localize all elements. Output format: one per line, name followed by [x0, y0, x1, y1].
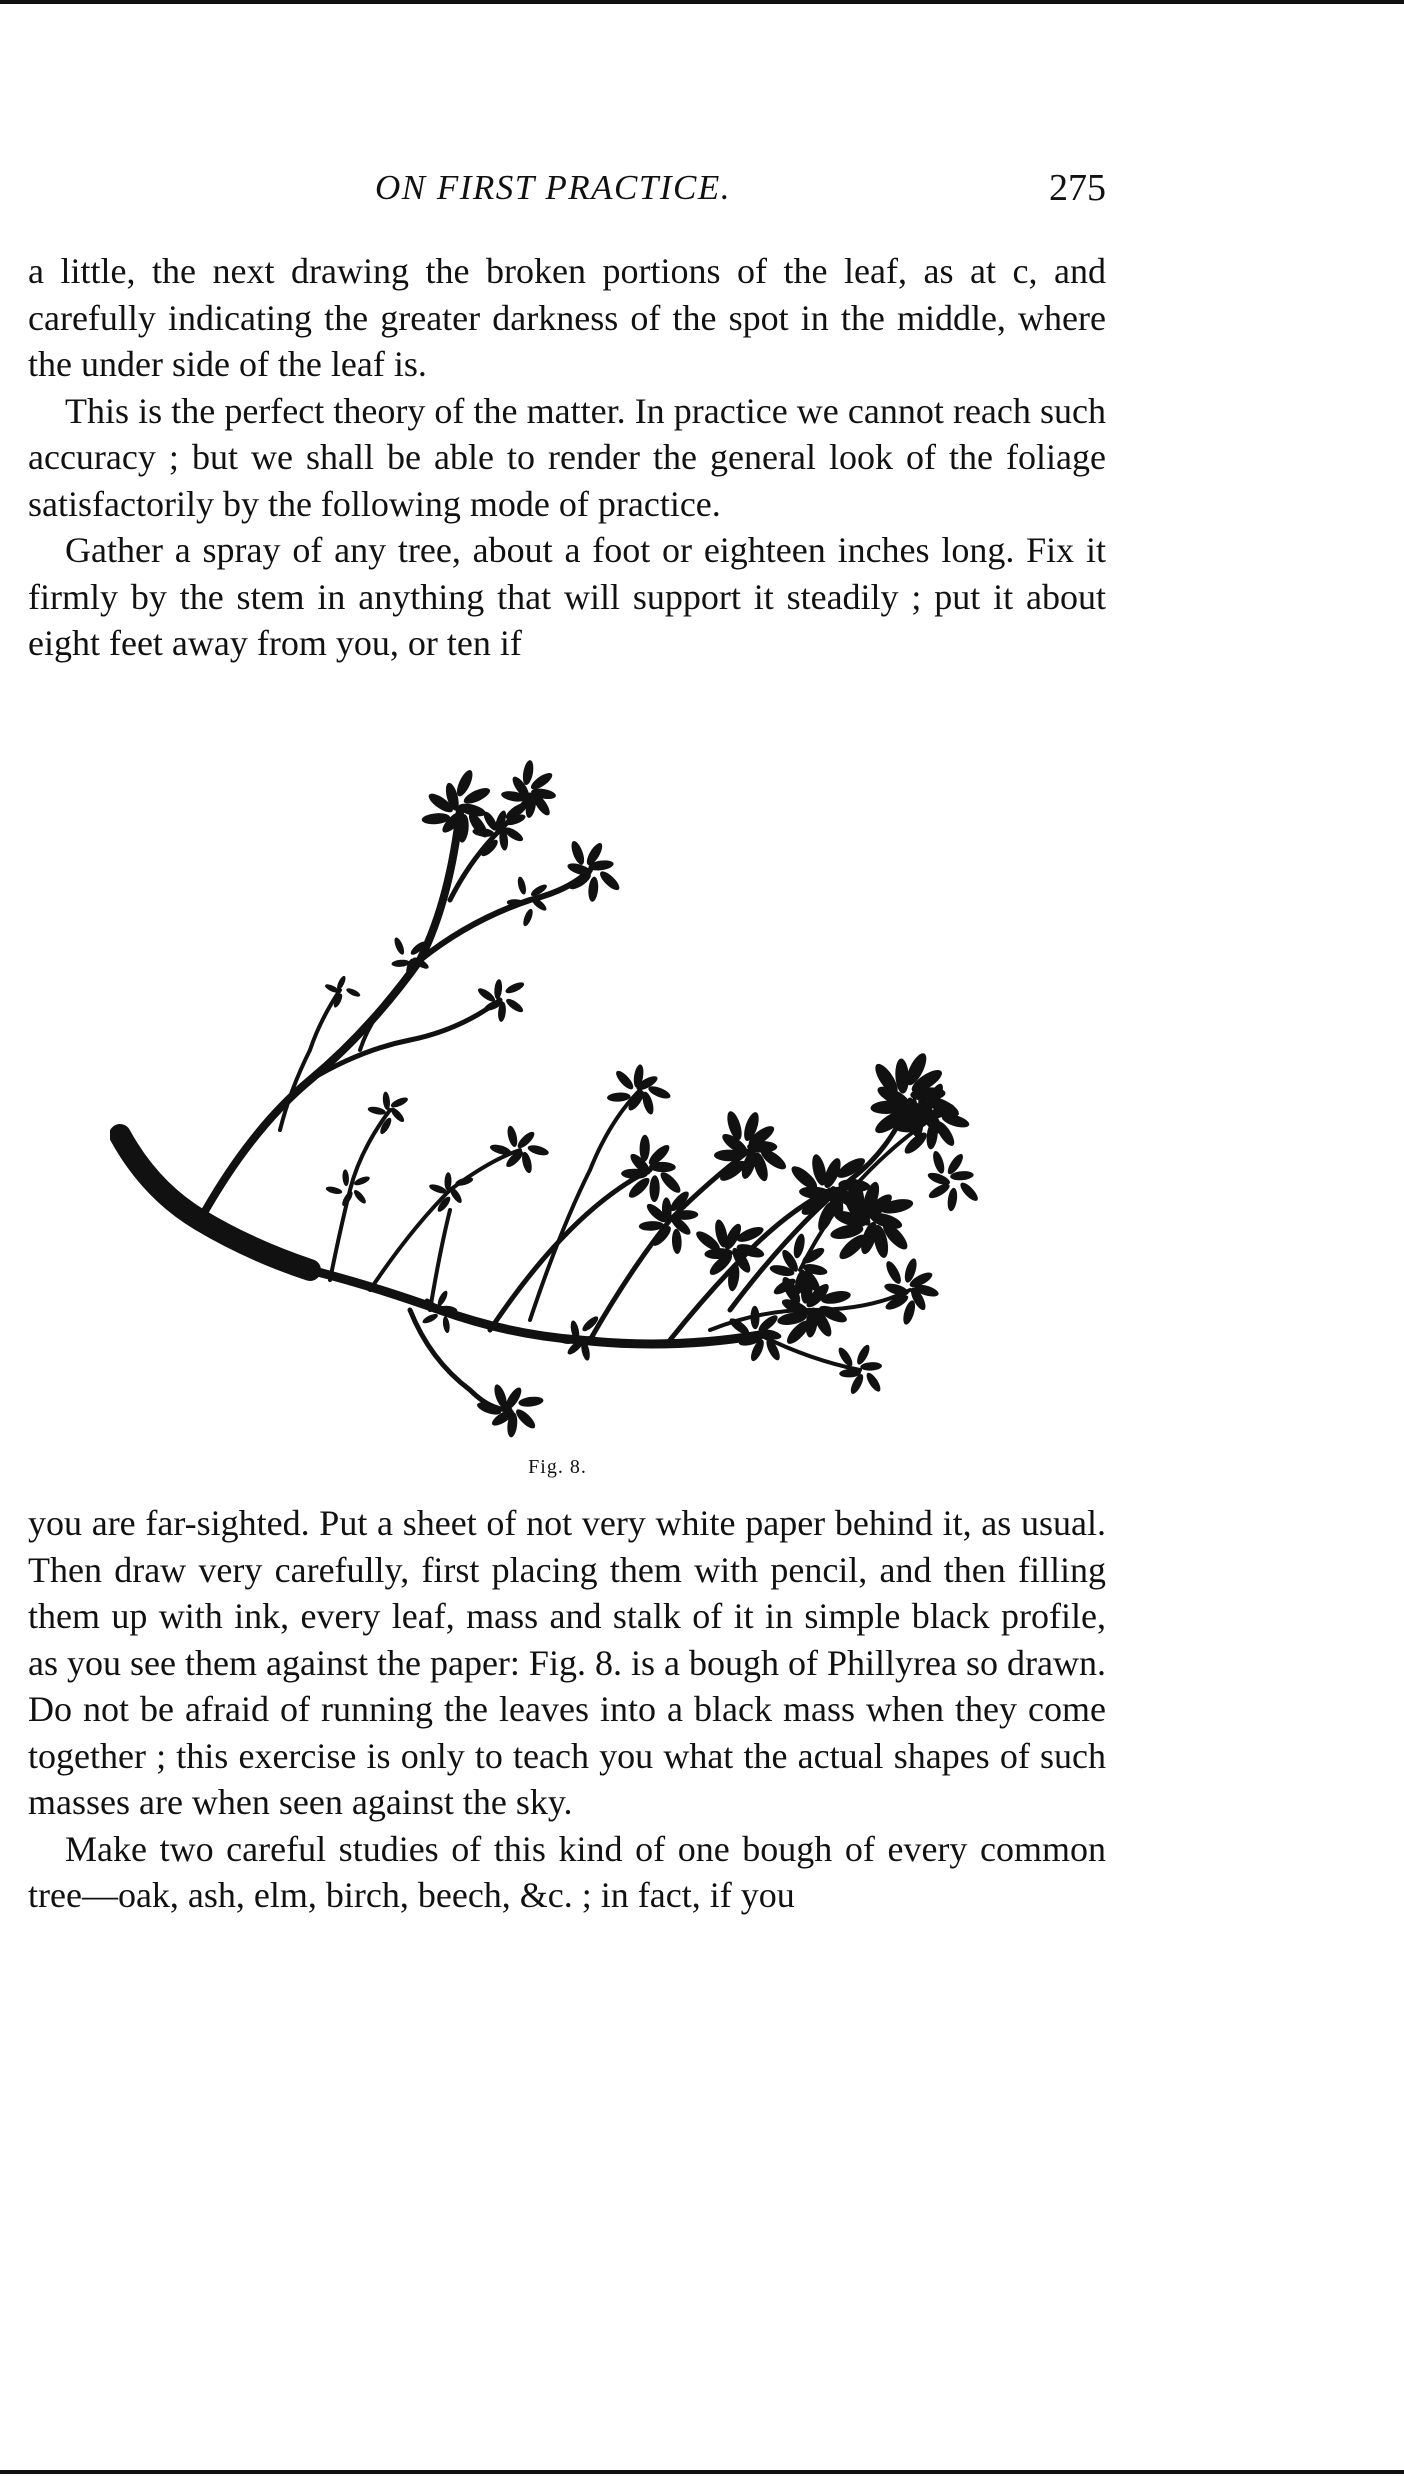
leaf-shape: [382, 1091, 391, 1110]
paragraph: you are far-sighted. Put a sheet of not very white paper behind it, as usual. Then draw very carefully, first placing them with pencil, and then filling them up with ink, every leaf, mass and stalk of it in simple black profile, as you see them against the paper: Fig. 8. is a bough of Phillyrea so drawn. Do not be afraid of running the leaves into a black mass when they come together ; this exercise is only to teach you what the actual shapes of such masses are when seen against the sky.: [28, 1503, 1106, 1822]
leaf-shape: [518, 1395, 544, 1407]
leaf-shape: [389, 1106, 407, 1124]
leaf-shape: [448, 1186, 464, 1205]
leaf-shape: [325, 1185, 343, 1195]
paragraph: Gather a spray of any tree, about a foot or eighteen inches long. Fix it firmly by the stem in anything that will support it steadily ; put it about eight feet away from you, or ten if: [28, 530, 1106, 663]
paragraph: This is the perfect theory of the matter. In practice we cannot reach such accuracy ; but we shall be able to render the general look of the foliage satisfactorily by the following mode of practice.: [28, 390, 1106, 524]
branch-stroke: [490, 1170, 650, 1330]
leaf-shape: [750, 1306, 759, 1330]
paragraph: Make two careful studies of this kind of one bough of every common tree—oak, ash, elm, birch, beech, &c. ; in fact, if you: [28, 1828, 1106, 1915]
leaf-shape: [421, 1312, 439, 1325]
leaf-shape: [727, 1262, 741, 1292]
leaf-shape: [506, 1125, 519, 1148]
leaf-shape: [569, 839, 587, 866]
leaf-shape: [352, 1188, 368, 1205]
leaf-shape: [883, 1259, 903, 1286]
branch-stroke: [120, 1135, 310, 1270]
leaf-shape: [613, 1068, 636, 1092]
leaf-shape: [342, 1169, 350, 1186]
leaf-shape: [607, 1092, 631, 1102]
leaf-shape: [521, 908, 534, 928]
leaf-shape: [367, 1105, 386, 1116]
leaf-shape: [931, 1150, 947, 1175]
top-rule: [0, 0, 1404, 4]
leaf-shape: [597, 869, 622, 893]
leaf-shape: [958, 1180, 981, 1203]
bottom-rule: [0, 2470, 1404, 2474]
phillyrea-bough-illustration: [110, 750, 1020, 1440]
page-number: 275: [1049, 167, 1106, 209]
leaf-shape: [504, 980, 526, 995]
body-text-after-figure: [28, 1500, 1106, 1919]
leaf-shape: [946, 1187, 958, 1212]
leaf-shape: [860, 1362, 882, 1372]
leaf-shape: [516, 876, 527, 896]
leaf-shape: [864, 1371, 883, 1394]
leaf-shape: [345, 987, 361, 999]
branch-stroke: [310, 1000, 500, 1080]
branch-stroke: [200, 810, 460, 1220]
leaf-shape: [527, 1143, 550, 1157]
leaf-shape: [649, 1162, 676, 1173]
leaf-shape: [393, 936, 407, 956]
leaf-shape: [639, 1135, 650, 1162]
leaf-shape: [493, 979, 503, 1000]
leaf-shape: [442, 1316, 451, 1334]
running-title: ON FIRST PRACTICE.: [375, 168, 731, 207]
leaf-shape: [671, 1229, 682, 1255]
body-text-before-figure: [28, 248, 1106, 667]
leaf-shape: [587, 876, 599, 902]
paragraph: a little, the next drawing the broken portions of the leaf, as at c, and carefully indicating the greater darkness of the spot in the middle, where the under side of the leaf is.: [28, 251, 1106, 384]
leaf-shape: [521, 759, 535, 785]
leaf-shape: [649, 1175, 660, 1202]
branch-stroke: [370, 1150, 520, 1290]
figure-caption: Fig. 8.: [528, 1456, 587, 1478]
leaf-shape: [504, 997, 525, 1015]
leaf-shape: [658, 1169, 684, 1195]
leaf-shape: [390, 1095, 410, 1109]
